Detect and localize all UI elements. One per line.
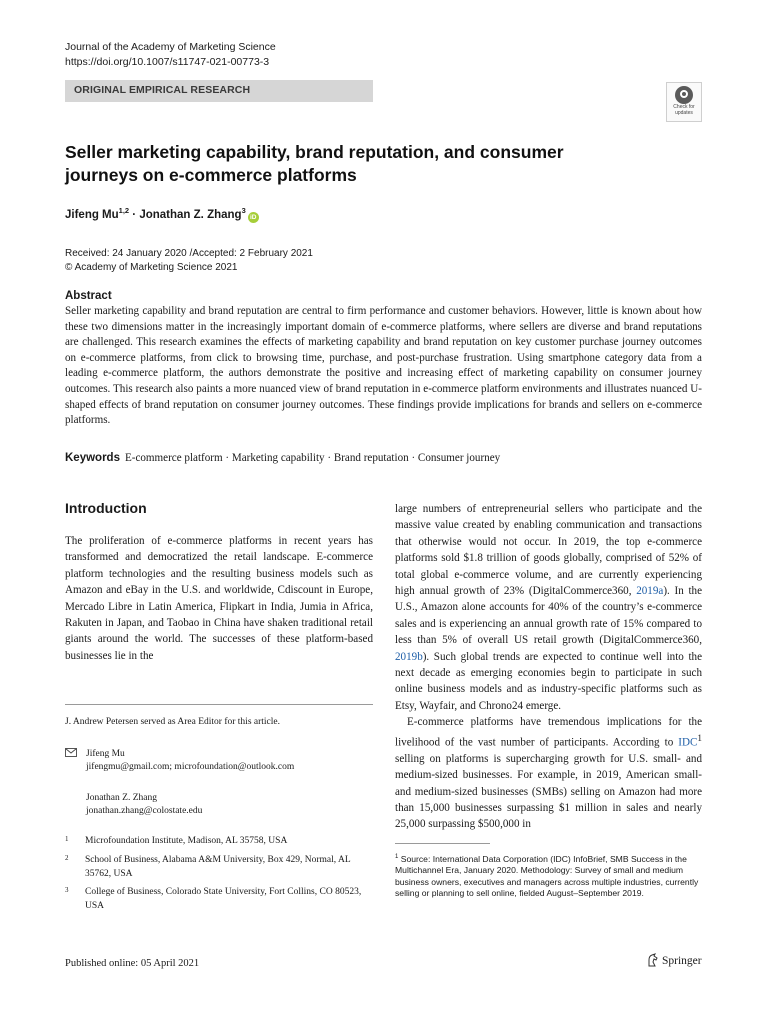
published-online-date: Published online: 05 April 2021: [65, 958, 200, 969]
author-name[interactable]: Jonathan Z. Zhang: [139, 208, 242, 221]
keywords-text: E-commerce platform · Marketing capability · Brand reputation · Consumer journey: [124, 452, 501, 464]
check-for-updates-badge[interactable]: [666, 82, 702, 122]
body-text: ). Such global trends are expected to continue well into the next decade as emerging economies begin to participate in such online business models and as industry-specific platforms such as Etsy, Wayfair, and Chrono24 emerge.: [395, 650, 702, 712]
body-text: large numbers of entrepreneurial sellers who participate and the massive value created by enabling communication and transactions that otherwise would not occur. In 2019, the top e-commerce platforms sold $1.8 trillion of goods globally, comprised of 52% of total global e-commerce volume, and are currently experiencing high annual growth of 23% (DigitalCommerce360,: [395, 503, 702, 598]
publisher-logo: [646, 953, 702, 967]
check-updates-line1: Check for: [673, 104, 695, 110]
journal-name: Journal of the Academy of Marketing Science: [65, 41, 276, 53]
introduction-heading: Introduction: [65, 500, 147, 516]
author-affiliation-marker: 3: [241, 206, 246, 215]
abstract-text: Seller marketing capability and brand reputation are central to firm performance and customer behaviors. However, little is known about how these two dimensions matter in the increasingly important domain of e-commerce platforms, where sellers are diverse and brand reputations are challenged. This research examines the effects of marketing capability and brand reputation on key customer purchase journey outcomes on e-commerce platforms, from click to browsing time, purchase, and post-purchase frustration. Using smartphone category data from a leading e-commerce platform, the authors demonstrate the positive and increasing effect of marketing capability on consumer journey outcomes. This research also paints a more nuanced view of brand reputation in e-commerce platform environments and illustrates nuanced U-shaped effects of brand reputation on consumer journey outcomes. These findings provide implications for brands and sellers on e-commerce platforms.: [65, 305, 702, 427]
affiliation-number: 1: [65, 835, 69, 843]
footnote-text: Source: International Data Corporation (IDC) InfoBrief, SMB Success in the Multichannel Era, January 2020. Methodology: Survey of small and medium business owners, executives and managers across multiple industries, currently selling or planning to sell online, fielded August–September 2019.: [395, 853, 699, 899]
publisher-name: Springer: [662, 955, 702, 967]
body-text: selling on platforms is supercharging growth for U.S. small- and medium-sized businesses. For example, in 2019, American small- and medium-sized businesses (SMBs) selling on Amazon had more than 15,000 businesses surpassing $1 million in sales and nearly 25,000 surpassing $500,000 in: [395, 752, 702, 831]
affiliation-number: 2: [65, 854, 69, 862]
abstract-heading: Abstract: [65, 290, 112, 302]
editor-note: J. Andrew Petersen served as Area Editor for this article.: [65, 717, 281, 727]
check-updates-icon: [675, 86, 693, 104]
footnote-divider: [395, 843, 490, 844]
citation-link[interactable]: IDC: [678, 736, 698, 749]
footnote-divider: [65, 704, 373, 705]
affiliation-text: College of Business, Colorado State University, Fort Collins, CO 80523, USA: [85, 887, 362, 911]
author-separator: ·: [129, 208, 140, 221]
article-title: Seller marketing capability, brand reputation, and consumer journeys on e-commerce platforms: [65, 142, 564, 185]
affiliation-text: Microfoundation Institute, Madison, AL 35758, USA: [85, 836, 288, 846]
doi-link[interactable]: https://doi.org/10.1007/s11747-021-00773-3: [65, 56, 270, 68]
author-list: [65, 206, 259, 223]
corresponding-authors: [86, 748, 373, 818]
copyright-notice: © Academy of Marketing Science 2021: [65, 262, 238, 273]
article-type-label: ORIGINAL EMPIRICAL RESEARCH: [65, 80, 373, 102]
footnote-number: 1: [395, 854, 399, 860]
citation-link[interactable]: 2019a: [636, 585, 664, 598]
affiliation-number: 3: [65, 886, 69, 894]
contact-email[interactable]: jifengmu@gmail.com; microfoundation@outlook.com: [86, 762, 295, 772]
keywords-label: Keywords: [65, 452, 120, 464]
footnote: [395, 852, 702, 900]
body-paragraph: [395, 714, 702, 833]
left-column: [65, 533, 373, 664]
author-affiliation-marker: 1,2: [118, 206, 130, 215]
received-accepted-dates: Received: 24 January 2020 /Accepted: 2 February 2021: [65, 248, 313, 259]
keywords-line: [65, 452, 702, 464]
springer-horse-icon: [646, 953, 659, 967]
check-updates-line2: updates: [675, 109, 693, 116]
contact-name: Jifeng Mu: [86, 749, 125, 759]
citation-link[interactable]: 2019b: [395, 650, 423, 663]
introduction-paragraph: The proliferation of e-commerce platforms in recent years has transformed and democratized the retail landscape. E-commerce platform technologies and the resulting business models such as Amazon and eBay in the U.S. and worldwide, Cdiscount in Europe, Mercado Libre in Latin America, Flipkart in India, Jumia in Africa, Rakuten in Japan, and Taobao in China have shaken traditional retail giants around the world. The successes of these platform-based businesses lie in the: [65, 535, 373, 662]
author-name[interactable]: Jifeng Mu: [65, 208, 119, 221]
envelope-icon: [65, 748, 77, 757]
right-column: [395, 501, 702, 833]
body-text: ). In the U.S., Amazon alone accounts for 40% of the country’s e-commerce sales and is experiencing an annual growth rate of 15% compared to less than 5% of overall US retail growth (DigitalCommerce360,: [395, 585, 703, 647]
body-text: E-commerce platforms have tremendous implications for the livelihood of the vast number of participants. According to: [395, 716, 702, 749]
contact-name: Jonathan Z. Zhang: [86, 793, 157, 803]
contact-email[interactable]: jonathan.zhang@colostate.edu: [86, 806, 203, 816]
affiliation-text: School of Business, Alabama A&M University, Box 429, Normal, AL 35762, USA: [85, 855, 351, 879]
footnote-marker[interactable]: 1: [697, 733, 702, 744]
orcid-icon[interactable]: iD: [248, 212, 259, 223]
body-paragraph: [395, 501, 702, 714]
